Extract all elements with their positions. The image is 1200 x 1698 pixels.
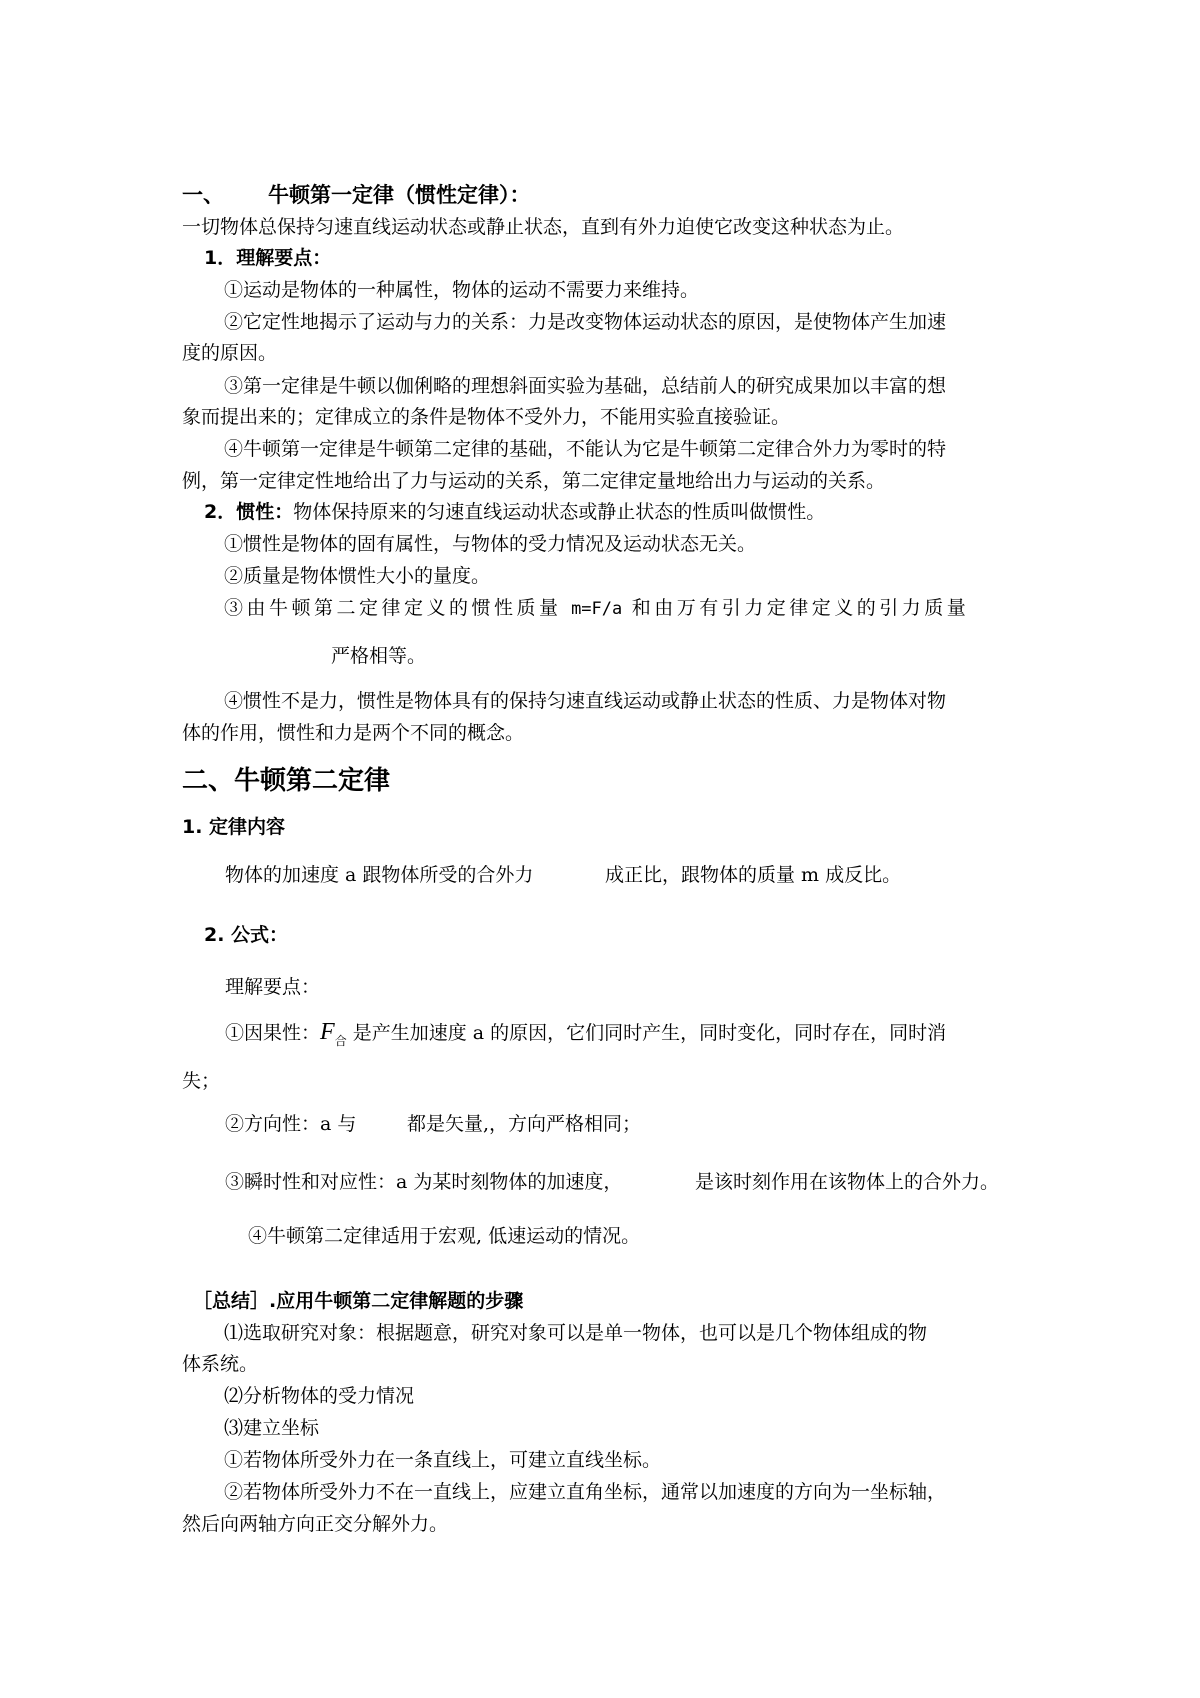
direction-text-a: ②方向性：a 与 bbox=[225, 1113, 357, 1135]
inertia-item3-text-a: ③由牛顿第二定律定义的惯性质量 bbox=[224, 597, 562, 619]
law-content-text-b: 成正比，跟物体的质量 m 成反比。 bbox=[605, 864, 902, 886]
instantaneity-text-a: ③瞬时性和对应性：a 为某时刻物体的加速度， bbox=[225, 1171, 623, 1193]
point2-text: 物体保持原来的匀速直线运动状态或静止状态的性质叫做惯性。 bbox=[293, 501, 826, 523]
summary-step3-item1: ①若物体所受外力在一条直线上，可建立直线坐标。 bbox=[224, 1449, 662, 1471]
point1-item4-line1: ④牛顿第一定律是牛顿第二定律的基础，不能认为它是牛顿第二定律合外力为零时的特 bbox=[224, 438, 947, 460]
point2-title: 2．惯性： bbox=[204, 501, 294, 523]
section1-heading-number: 一、 bbox=[182, 183, 224, 207]
causality-label: ①因果性： bbox=[225, 1022, 321, 1044]
point1-item4-line2: 例，第一定律定性地给出了力与运动的关系，第二定律定量地给出力与运动的关系。 bbox=[182, 470, 886, 492]
net-force-symbol: F bbox=[320, 1019, 335, 1045]
point1-item3-line1: ③第一定律是牛顿以伽俐略的理想斜面实验为基础，总结前人的研究成果加以丰富的想 bbox=[224, 375, 947, 397]
net-force-subscript: 合 bbox=[334, 1034, 347, 1048]
direction-text-b: 都是矢量,，方向严格相同； bbox=[407, 1113, 642, 1135]
point1-item2-line2: 度的原因。 bbox=[182, 342, 278, 364]
understanding-title: 理解要点： bbox=[225, 976, 321, 998]
summary-step3-item2-line1: ②若物体所受外力不在一直线上，应建立直角坐标，通常以加速度的方向为一坐标轴， bbox=[224, 1481, 947, 1503]
summary-step1-line1: ⑴选取研究对象：根据题意，研究对象可以是单一物体，也可以是几个物体组成的物 bbox=[224, 1322, 928, 1344]
law-content-title: 1. 定律内容 bbox=[182, 816, 286, 838]
inertia-item4-line1: ④惯性不是力，惯性是物体具有的保持匀速直线运动或静止状态的性质、力是物体对物 bbox=[224, 690, 947, 712]
causality-line2: 失； bbox=[182, 1070, 221, 1092]
instantaneity-text-b: 是该时刻作用在该物体上的合外力。 bbox=[695, 1171, 1000, 1193]
inertia-item2: ②质量是物体惯性大小的量度。 bbox=[224, 565, 491, 587]
causality-line1 bbox=[225, 1019, 947, 1048]
inertia-item3-line1 bbox=[224, 599, 969, 618]
section2-heading: 二、牛顿第二定律 bbox=[182, 766, 391, 796]
summary-step3-item2-line2: 然后向两轴方向正交分解外力。 bbox=[182, 1513, 449, 1535]
point1-item2-line1: ②它定性地揭示了运动与力的关系：力是改变物体运动状态的原因，是使物体产生加速 bbox=[224, 311, 947, 333]
inertia-item3-line2: 严格相等。 bbox=[331, 645, 427, 667]
summary-step1-line2: 体系统。 bbox=[182, 1353, 259, 1375]
law-content-text-a: 物体的加速度 a 跟物体所受的合外力 bbox=[225, 864, 534, 886]
formula-title: 2. 公式： bbox=[204, 924, 289, 946]
point1-title: 1．理解要点： bbox=[204, 247, 332, 269]
point1-item3-line2: 象而提出来的；定律成立的条件是物体不受外力，不能用实验直接验证。 bbox=[182, 406, 791, 428]
inertia-item3-text-b: 和由万有引力定律定义的引力质量 bbox=[631, 597, 970, 619]
point1-item1: ①运动是物体的一种属性，物体的运动不需要力来维持。 bbox=[224, 279, 700, 301]
point2-row bbox=[204, 503, 825, 522]
section1-intro: 一切物体总保持匀速直线运动状态或静止状态，直到有外力迫使它改变这种状态为止。 bbox=[182, 216, 905, 238]
applicability-text: ④牛顿第二定律适用于宏观, 低速运动的情况。 bbox=[248, 1225, 641, 1247]
inertia-mass-formula: m=F/a bbox=[571, 599, 623, 619]
summary-step2: ⑵分析物体的受力情况 bbox=[224, 1385, 415, 1407]
causality-text: 是产生加速度 a 的原因，它们同时产生，同时变化，同时存在，同时消 bbox=[352, 1022, 947, 1044]
inertia-item1: ①惯性是物体的固有属性，与物体的受力情况及运动状态无关。 bbox=[224, 533, 757, 555]
inertia-item4-line2: 体的作用，惯性和力是两个不同的概念。 bbox=[182, 722, 525, 744]
summary-step3: ⑶建立坐标 bbox=[224, 1417, 320, 1439]
summary-title: ［总结］.应用牛顿第二定律解题的步骤 bbox=[193, 1290, 524, 1312]
section1-heading: 牛顿第一定律（惯性定律）： bbox=[268, 183, 531, 207]
